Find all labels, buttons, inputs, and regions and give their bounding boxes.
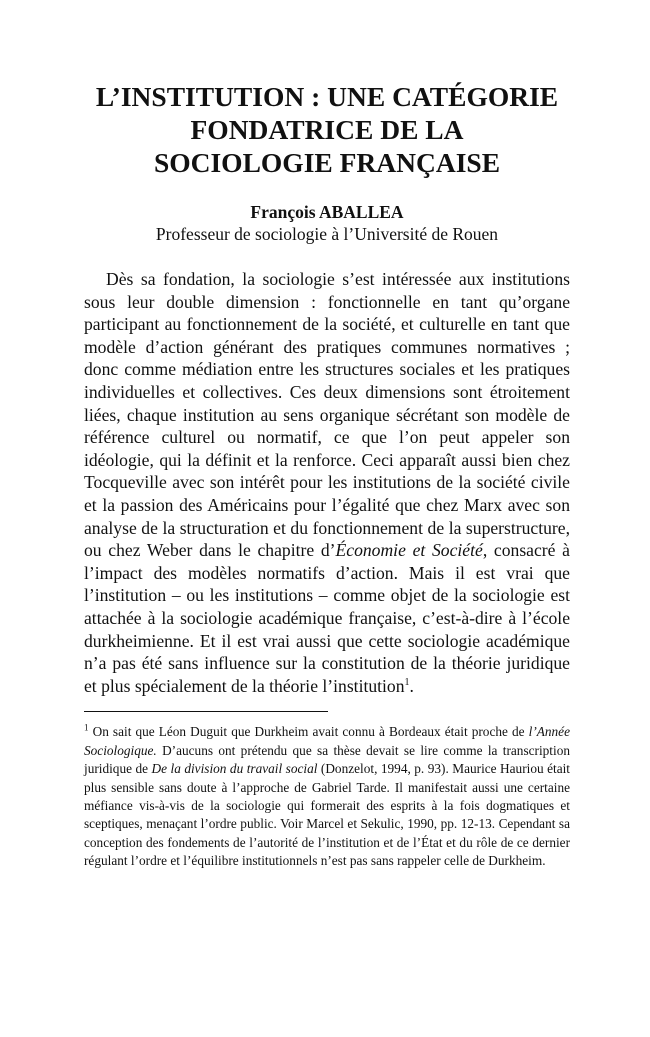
footnote-italic-book: De la division du travail social [151,761,318,777]
footnote-text-part-1: On sait que Léon Duguit que Durkheim avait connu à Bordeaux était proche de [88,724,529,740]
article-title [84,80,570,179]
footnote-italic-journal: l’Année Sociologique. [84,724,570,758]
body-paragraph [84,268,570,697]
footnote-text-part-2: D’aucuns ont prétendu que sa thèse devait se lire comme la transcription juridique de [84,742,570,777]
footnote-marker: 1 [84,722,89,733]
page [84,80,570,871]
author-affiliation: Professeur de sociologie à l’Université de Rouen [155,224,499,244]
body-text-part-2: , consacré à l’impact des modèles normatifs d’action. Mais il est vrai que l’institution – ou les institutions – comme objet de la sociologie est attachée à la sociologie académique française, c’est-à-dire à l’école durkheimienne. Et il est vrai aussi que cette sociologie académique n’a pas été sans influence sur la constitution de la théorie juridique et plus spécialement de la théorie l’institution [84,540,570,696]
footnote [84,723,570,870]
footnote-text-part-3: (Donzelot, 1994, p. 93). Maurice Hauriou était plus sensible sans doute à l’approche de Gabriel Tarde. Il manifestait aussi une certaine méfiance vis-à-vis de la sociologie qui formerait des esprits à la fois dogmatiques et sceptiques, menaçant l’ordre public. Voir Marcel et Sekulic, 1990, pp. 12-13. Cependant sa conception des fondements de l’autorité de l’institution et de l’État et du rôle de ce dernier régulant l’ordre et l’équilibre institutionnels n’est pas sans rappeler celle de Durkheim. [84,761,570,869]
author-name: François ABALLEA [250,202,404,222]
title-line-3: SOCIOLOGIE FRANÇAISE [153,147,501,178]
body-text-part-3: . [409,675,414,696]
body-italic-title: Économie et Société [335,540,483,561]
footnote-divider [84,711,328,712]
body-text-part-1: Dès sa fondation, la sociologie s’est intéressée aux institutions sous leur double dimension : fonctionnelle en tant qu’organe participant au fonctionnement de la société, et culturelle en tant que modèle d’action générant des pratiques communes normatives ; donc comme médiation entre les structures sociales et les pratiques individuelles et collectives. Ces deux dimensions sont étroitement liées, chaque institution au sens organique sécrétant son modèle de référence culturel ou normatif, ce que l’on peut appeler son idéologie, qui la définit et la renforce. Ceci apparaît aussi bien chez Tocqueville avec son intérêt pour les institutions de la société civile et la passion des Américains pour l’égalité que chez Marx avec son analyse de la structuration et du fonctionnement de la superstructure, ou chez Weber dans le chapitre d’ [84,269,570,561]
footnote-reference[interactable]: 1 [404,676,410,688]
title-line-2: FONDATRICE DE LA [190,114,464,145]
title-line-1: L’INSTITUTION : UNE CATÉGORIE [95,81,559,112]
